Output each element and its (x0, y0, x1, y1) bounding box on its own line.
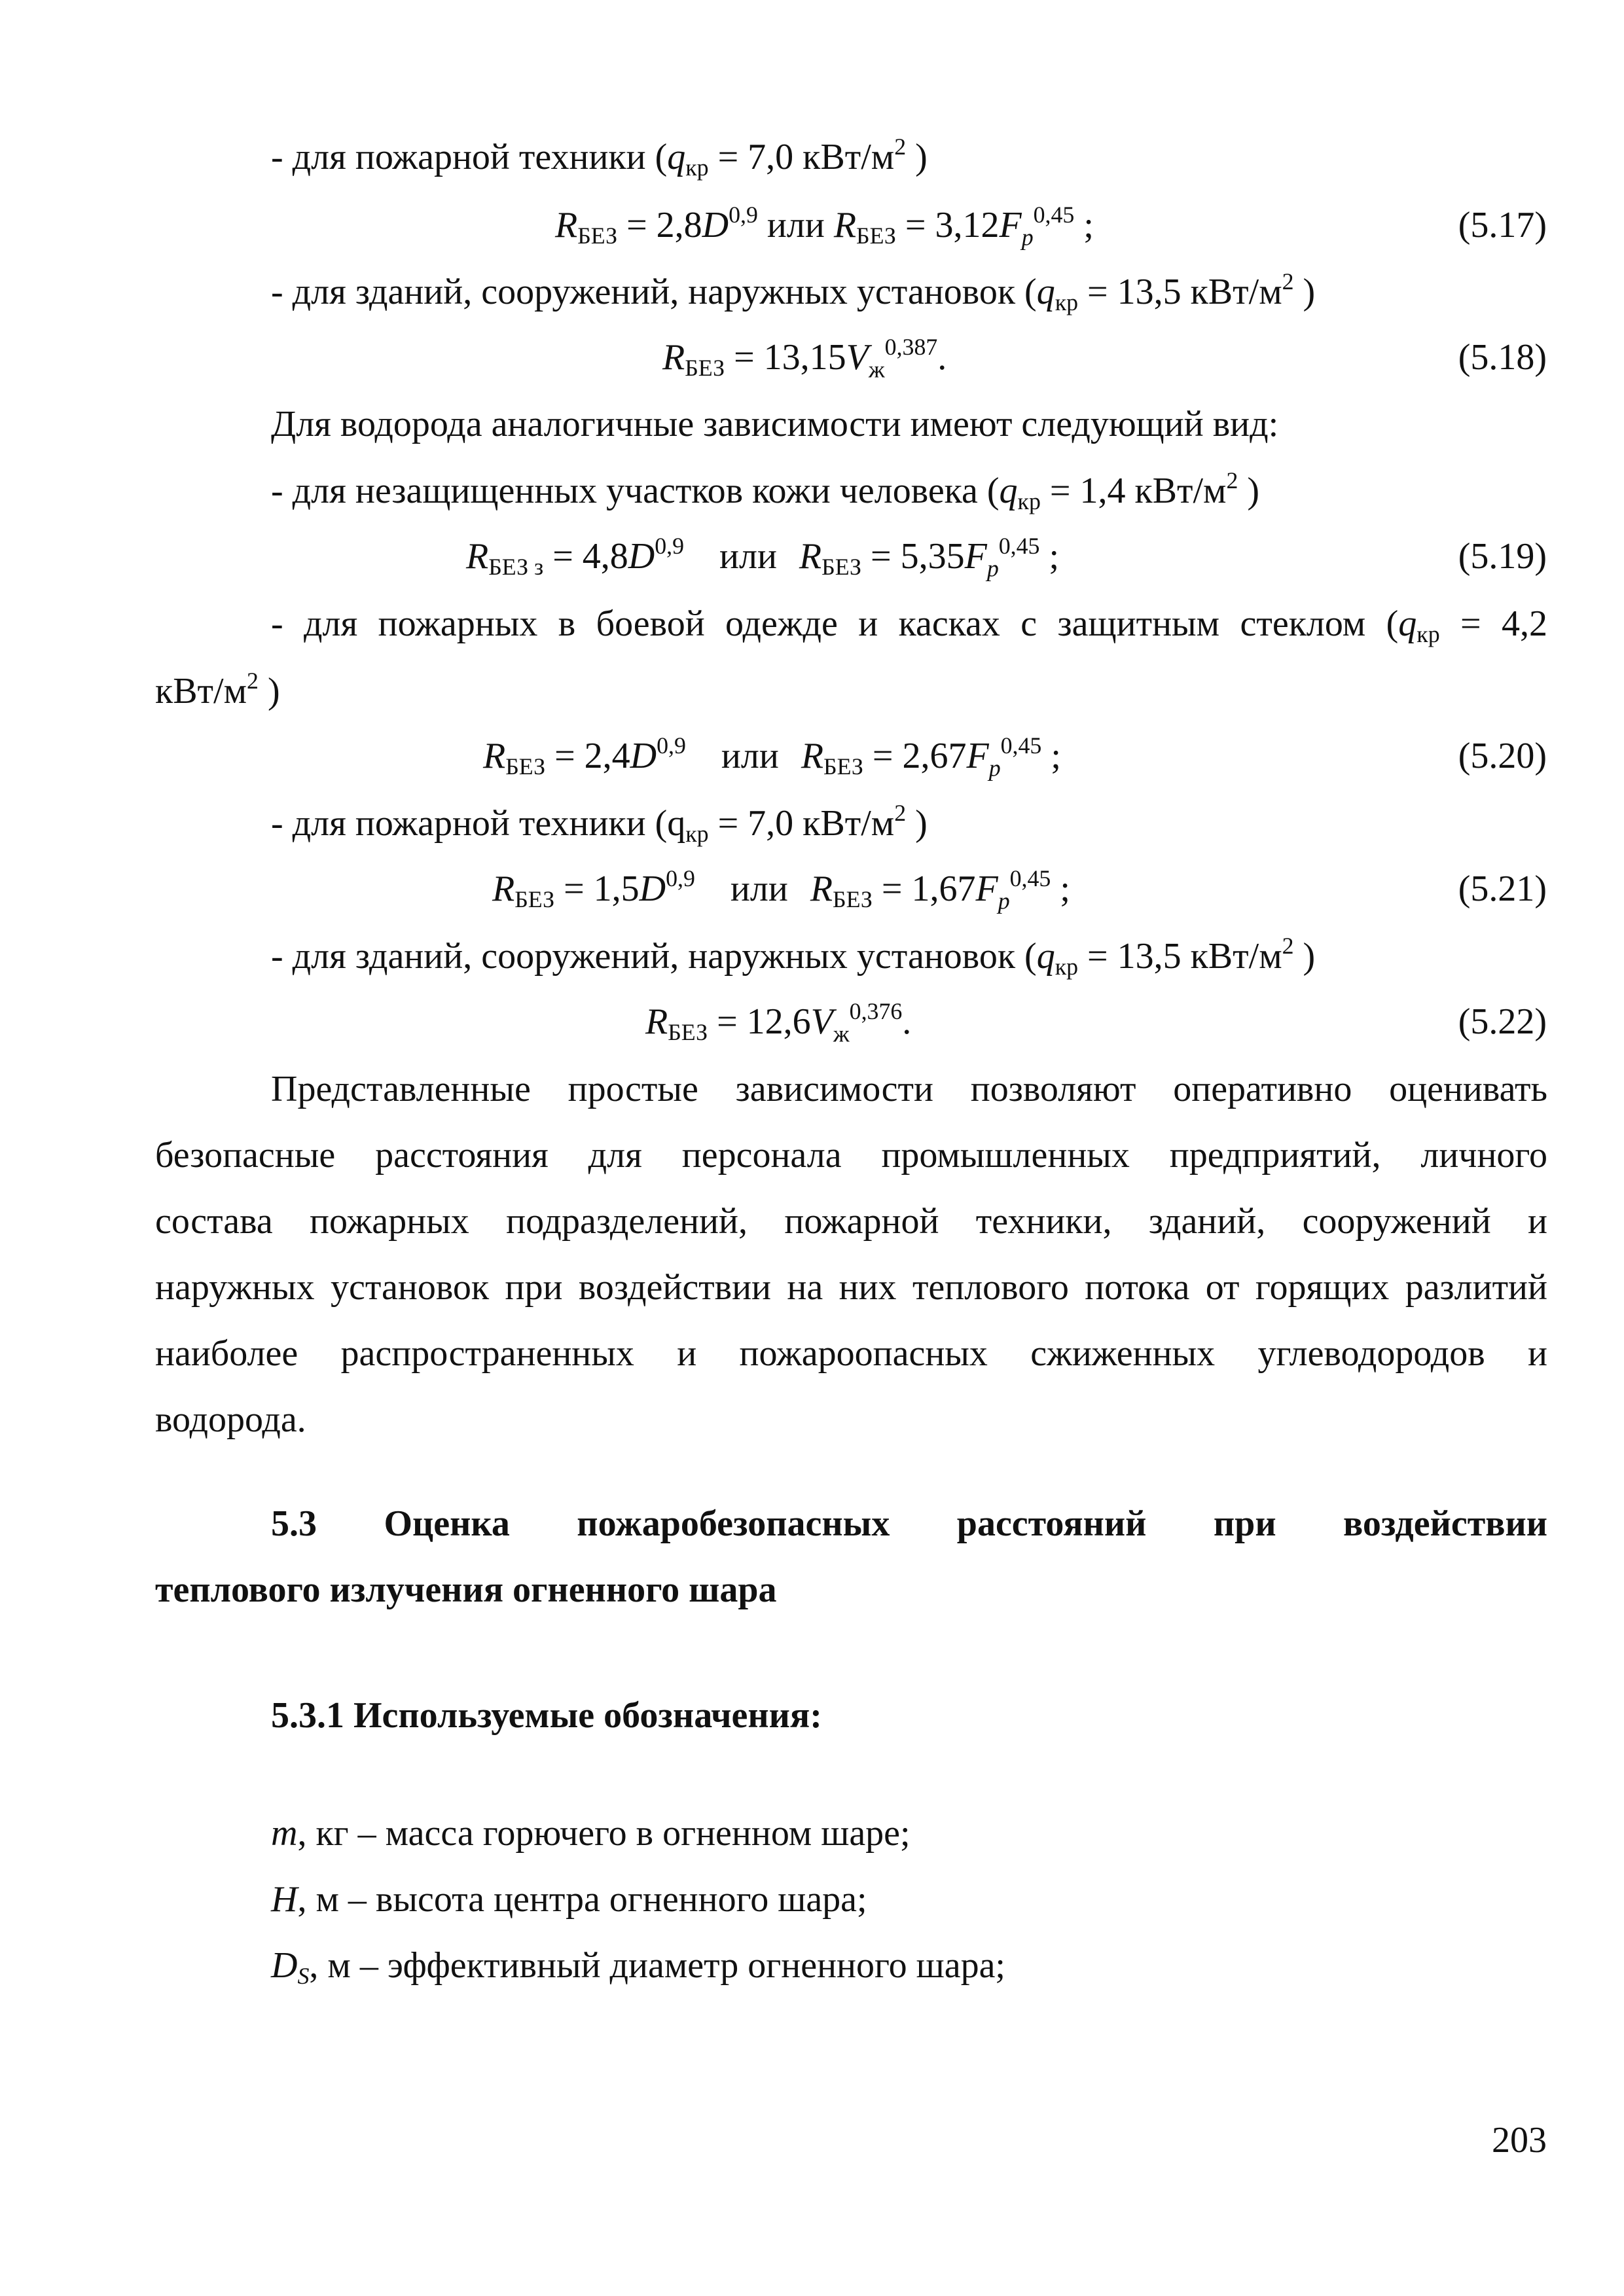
equation-5-19: $R_{БЕЗ з} = 4,8D^{0,9}$ или $R_{БЕЗ} = 5,35F_p^{0,45}$ ; (466, 532, 1059, 582)
section-heading-line-2: теплового излучения огненного шара (155, 1570, 777, 1610)
text-line-buildings-1: - для зданий, сооружений, наружных установок ($q_{кр} = 13,5$ кВт/$м^2$ ) (271, 268, 1316, 316)
equation-5-17: $R_{БЕЗ} = 2,8D^{0,9}$ или $R_{БЕЗ} = 3,12F_p^{0,45}$ ; (555, 201, 1094, 251)
text-line-fire-equipment-2: - для пожарной техники ($q_{кр} = 7,0$ кВт/$м^2$ ) (271, 799, 928, 848)
equation-5-22: $R_{БЕЗ} = 12,6V_ж^{0,376}$. (645, 997, 912, 1047)
equation-5-21: $R_{БЕЗ} = 1,5D^{0,9}$ или $R_{БЕЗ} = 1,67F_p^{0,45}$ ; (492, 865, 1070, 914)
text-line-skin: - для незащищенных участков кожи человека ($q_{кр} = 1,4$ кВт/$м^2$ ) (271, 467, 1260, 515)
text-line-firefighters: - для пожарных в боевой одежде и касках с защитным стеклом ($q_{кр} = 4,2$ (271, 603, 1547, 648)
paragraph-line-3: состава пожарных подразделений, пожарной техники, зданий, сооружений и (155, 1201, 1547, 1242)
paragraph-line-2: безопасные расстояния для персонала промышленных предприятий, личного (155, 1135, 1547, 1175)
equation-number-5-22: (5.22) (1458, 1001, 1547, 1042)
page-number: 203 (1492, 2120, 1547, 2161)
equation-number-5-20: (5.20) (1458, 736, 1547, 776)
text-line-fire-equipment-1: - для пожарной техники ($q_{кр} = 7,0$ кВт/$м^2$ ) (271, 133, 928, 181)
notation-item-diameter: $D_S$, м – эффективный диаметр огненного шара; (271, 1945, 1005, 1990)
equation-number-5-18: (5.18) (1458, 337, 1547, 378)
equation-number-5-19: (5.19) (1458, 536, 1547, 577)
paragraph-line-5: наиболее распространенных и пожароопасных сжиженных углеводородов и (155, 1333, 1547, 1374)
text-line-firefighters-cont: кВт/$м^2$ ) (155, 667, 280, 711)
text-line-hydrogen-intro: Для водорода аналогичные зависимости имеют следующий вид: (271, 404, 1279, 444)
notation-item-height: H, м – высота центра огненного шара; (271, 1879, 867, 1920)
paragraph-line-1: Представленные простые зависимости позволяют оперативно оценивать (271, 1069, 1547, 1109)
paragraph-line-4: наружных установок при воздействии на них теплового потока от горящих разлитий (155, 1267, 1547, 1308)
equation-5-18: $R_{БЕЗ} = 13,15V_ж^{0,387}$. (662, 333, 947, 383)
paragraph-line-6: водорода. (155, 1399, 306, 1440)
text-line-buildings-2: - для зданий, сооружений, наружных установок ($q_{кр} = 13,5$ кВт/$м^2$ ) (271, 932, 1316, 980)
equation-number-5-17: (5.17) (1458, 205, 1547, 245)
equation-5-20: $R_{БЕЗ} = 2,4D^{0,9}$ или $R_{БЕЗ} = 2,67F_p^{0,45}$ ; (483, 732, 1061, 781)
section-heading-line-1: 5.3 Оценка пожаробезопасных расстояний при воздействии (271, 1503, 1547, 1544)
subsection-heading: 5.3.1 Используемые обозначения: (271, 1695, 822, 1736)
notation-item-mass: m, кг – масса горючего в огненном шаре; (271, 1813, 911, 1854)
equation-number-5-21: (5.21) (1458, 869, 1547, 909)
